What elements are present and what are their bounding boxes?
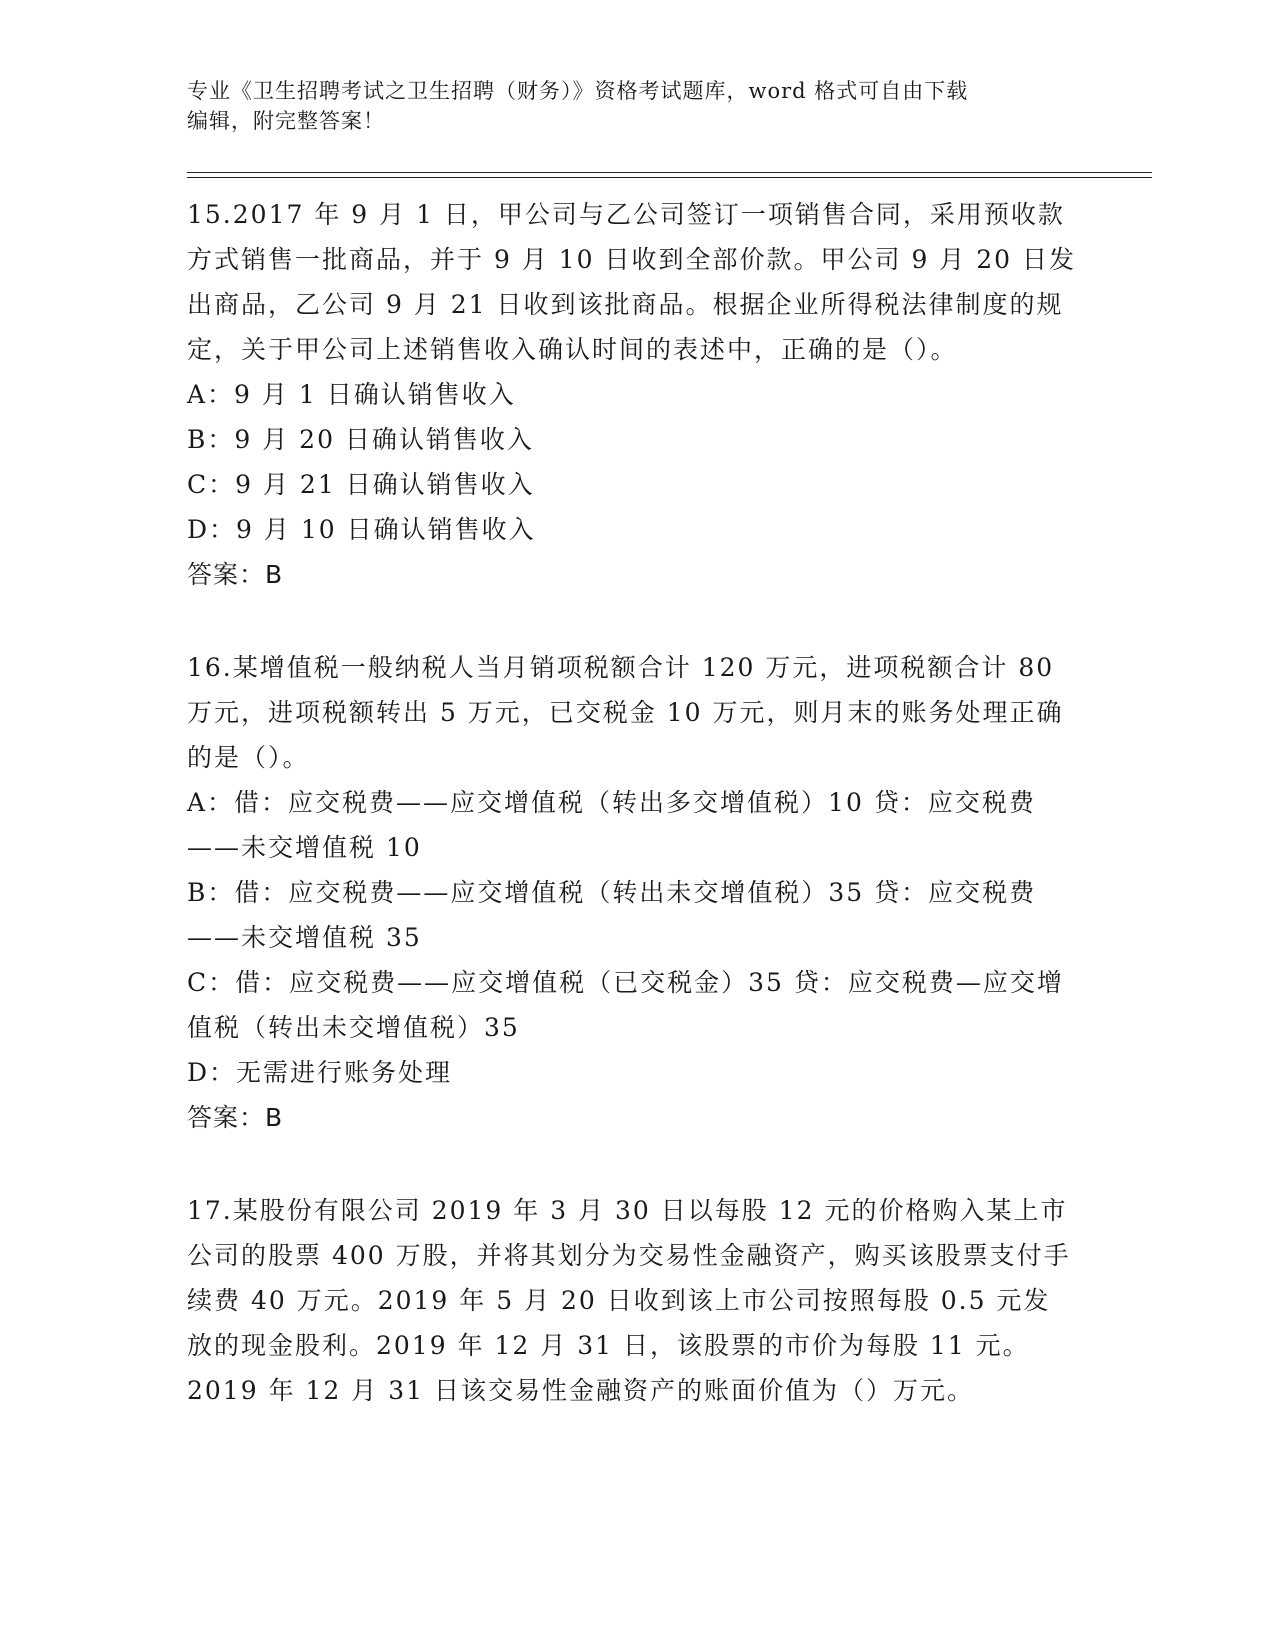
header-title-line-1: 专业《卫生招聘考试之卫生招聘（财务）》资格考试题库，word 格式可自由下载 — [187, 79, 969, 103]
question-stem: 17.某股份有限公司 2019 年 3 月 30 日以每股 12 元的价格购入某上市公司的股票 400 万股，并将其划分为交易性金融资产，购买该股票支付手续费 40 万元。2019 年 5 月 20 日收到该上市公司按照每股 0.5 元发放的现金股利。2019 年 12 月 31 日，该股票的市价为每股 11 元。2019 年 12 月 31 日该交易性金融资产的账面价值为（）万元。 — [187, 1196, 1071, 1405]
question-stem: 15.2017 年 9 月 1 日，甲公司与乙公司签订一项销售合同，采用预收款方式销售一批商品，并于 9 月 10 日收到全部价款。甲公司 9 月 20 日发出商品，乙公司 9 月 21 日收到该批商品。根据企业所得税法律制度的规定，关于甲公司上述销售收入确认时间的表述中，正确的是（）。 — [187, 200, 1077, 364]
document-header — [187, 76, 1067, 136]
question-gap — [187, 1140, 1077, 1188]
question-list — [187, 192, 1077, 1413]
option-a: A：借：应交税费——应交增值税（转出多交增值税）10 贷：应交税费——未交增值税 10 — [187, 788, 1036, 862]
option-c: C：9 月 21 日确认销售收入 — [187, 470, 535, 499]
header-title-line-2: 编辑，附完整答案！ — [187, 109, 385, 133]
question-gap — [187, 597, 1077, 645]
question-15 — [187, 192, 1077, 597]
option-c: C：借：应交税费——应交增值税（已交税金）35 贷：应交税费—应交增值税（转出未交增值税）35 — [187, 968, 1064, 1042]
question-stem: 16.某增值税一般纳税人当月销项税额合计 120 万元，进项税额合计 80 万元，进项税额转出 5 万元，已交税金 10 万元，则月末的账务处理正确的是（）。 — [187, 653, 1064, 772]
option-a: A：9 月 1 日确认销售收入 — [187, 380, 516, 409]
option-d: D：9 月 10 日确认销售收入 — [187, 515, 536, 544]
answer: 答案：B — [187, 1103, 284, 1132]
question-16 — [187, 645, 1077, 1140]
option-b: B：9 月 20 日确认销售收入 — [187, 425, 534, 454]
option-d: D：无需进行账务处理 — [187, 1058, 453, 1087]
header-divider-bottom — [187, 177, 1152, 178]
question-17 — [187, 1188, 1077, 1413]
header-divider-top — [187, 172, 1152, 173]
option-b: B：借：应交税费——应交增值税（转出未交增值税）35 贷：应交税费——未交增值税 35 — [187, 878, 1037, 952]
answer: 答案：B — [187, 560, 284, 589]
